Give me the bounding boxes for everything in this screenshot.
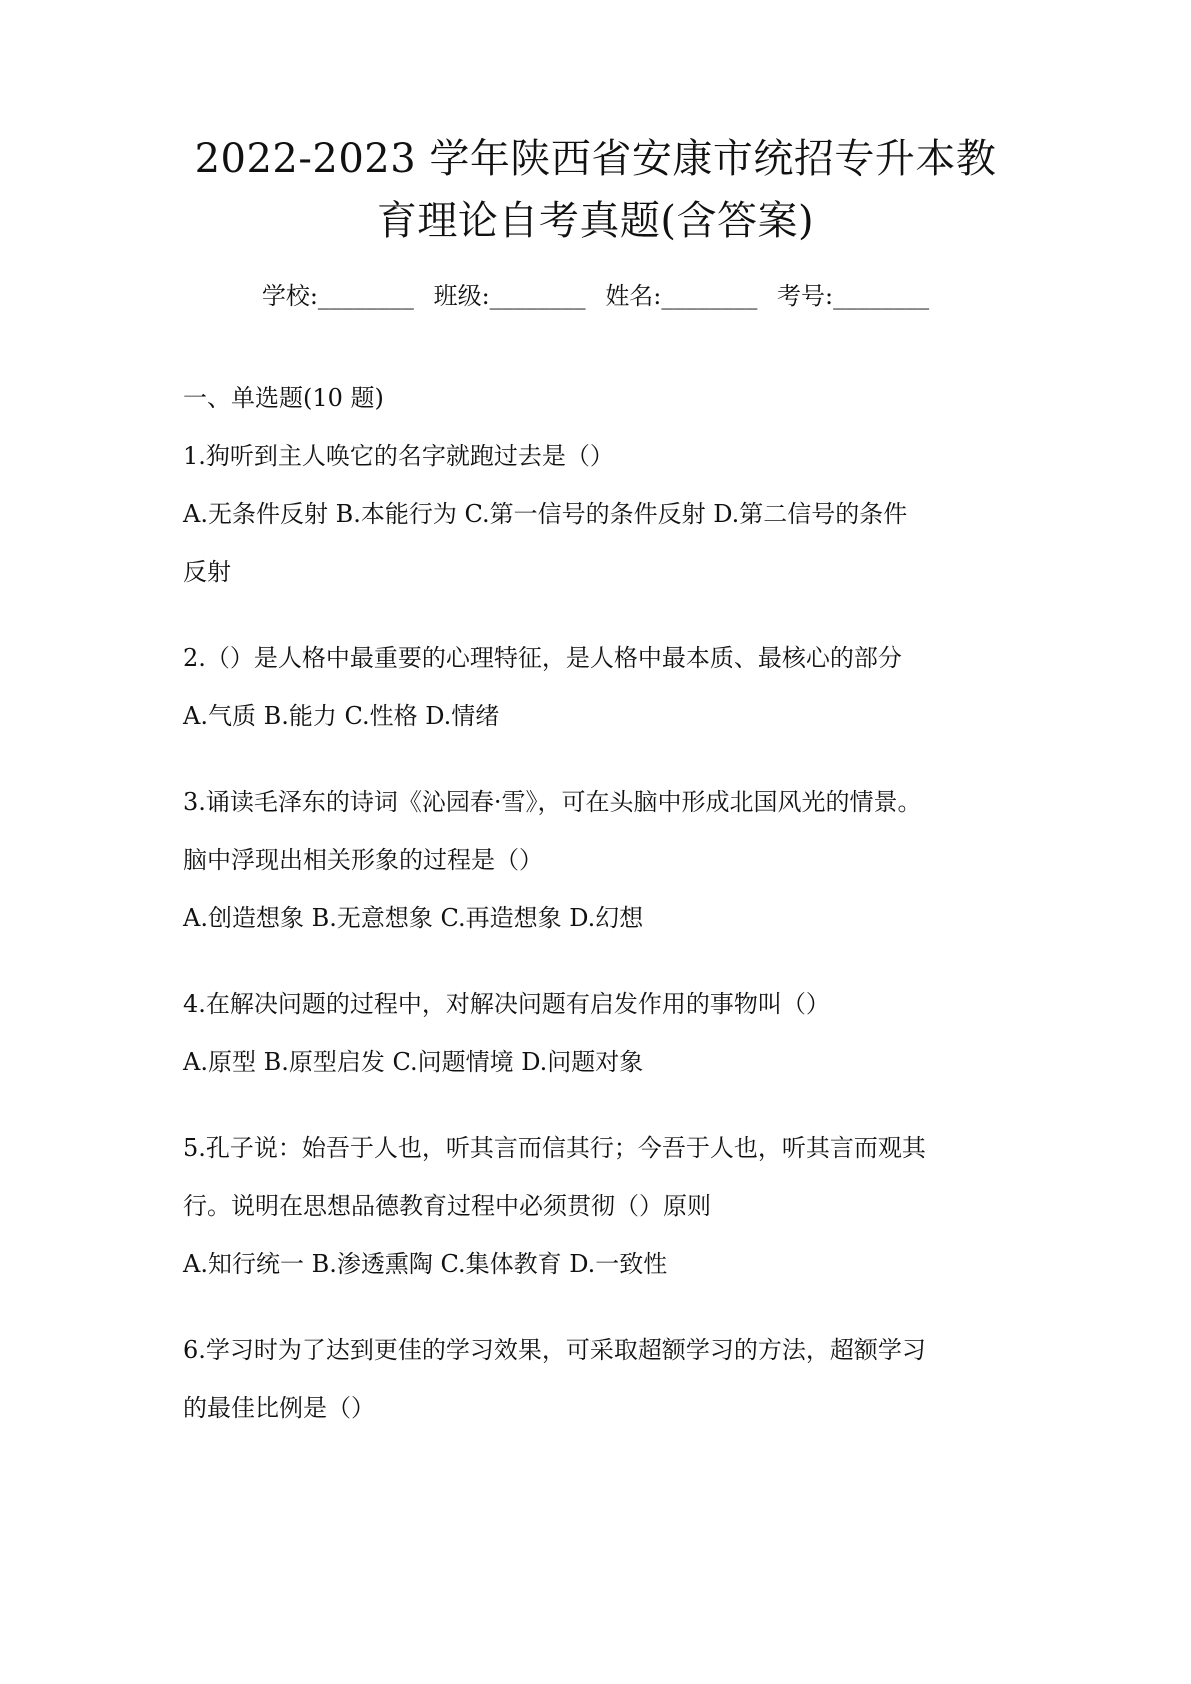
page-title bbox=[150, 128, 1041, 252]
question-2-stem: 2.（）是人格中最重要的心理特征，是人格中最本质、最核心的部分 bbox=[183, 644, 902, 672]
question-6-stem: 6.学习时为了达到更佳的学习效果，可采取超额学习的方法，超额学习 bbox=[183, 1336, 926, 1364]
question-6-stem-cont: 的最佳比例是（） bbox=[183, 1394, 375, 1422]
question-5-stem: 5.孔子说：始吾于人也，听其言而信其行；今吾于人也，听其言而观其 bbox=[183, 1134, 926, 1162]
question-1-options-cont: 反射 bbox=[183, 558, 231, 586]
title-line-2: 育理论自考真题(含答案) bbox=[376, 198, 815, 244]
student-info-row bbox=[150, 276, 1041, 311]
question-4-options: A.原型 B.原型启发 C.问题情境 D.问题对象 bbox=[183, 1048, 644, 1076]
question-5-options: A.知行统一 B.渗透熏陶 C.集体教育 D.一致性 bbox=[183, 1250, 668, 1278]
question-3-stem: 3.诵读毛泽东的诗词《沁园春·雪》，可在头脑中形成北国风光的情景。 bbox=[183, 788, 922, 816]
class-field: 班级:________ bbox=[433, 282, 586, 310]
question-1-options: A.无条件反射 B.本能行为 C.第一信号的条件反射 D.第二信号的条件 bbox=[183, 500, 908, 528]
name-field: 姓名:________ bbox=[605, 282, 758, 310]
question-2-options: A.气质 B.能力 C.性格 D.情绪 bbox=[183, 702, 500, 730]
section-heading: 一、单选题(10 题) bbox=[183, 384, 384, 412]
question-3-options: A.创造想象 B.无意想象 C.再造想象 D.幻想 bbox=[183, 904, 644, 932]
question-5-stem-cont: 行。说明在思想品德教育过程中必须贯彻（）原则 bbox=[183, 1192, 711, 1220]
question-4-stem: 4.在解决问题的过程中，对解决问题有启发作用的事物叫（） bbox=[183, 990, 830, 1018]
exam-number-field: 考号:________ bbox=[777, 282, 930, 310]
question-3-stem-cont: 脑中浮现出相关形象的过程是（） bbox=[183, 846, 543, 874]
question-1-stem: 1.狗听到主人唤它的名字就跑过去是（） bbox=[183, 442, 614, 470]
school-field: 学校:________ bbox=[261, 282, 414, 310]
title-line-1: 2022-2023 学年陕西省安康市统招专升本教 bbox=[194, 136, 997, 182]
